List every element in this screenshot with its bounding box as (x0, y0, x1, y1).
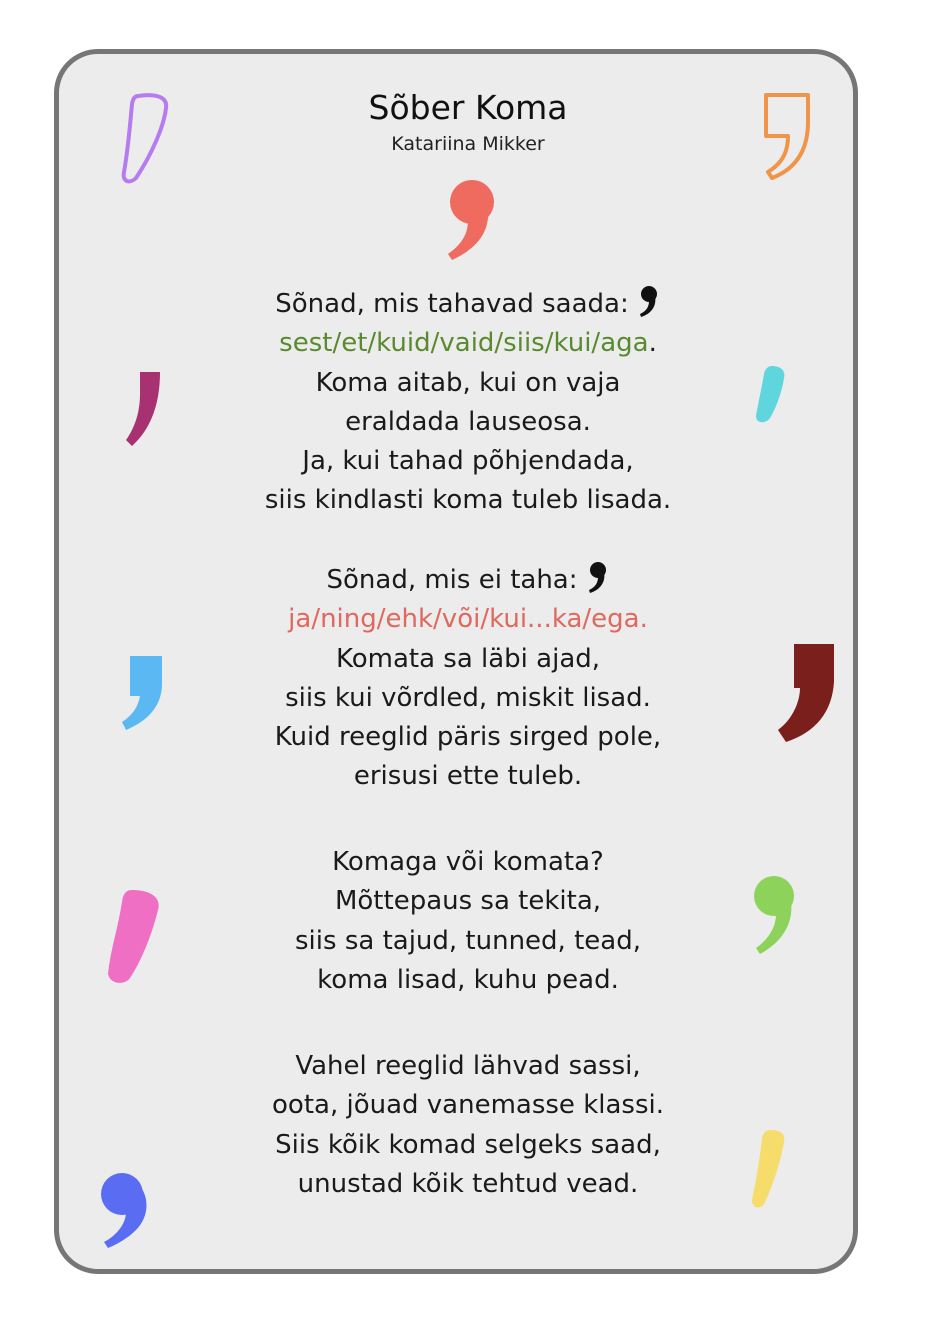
stanza-3 (0, 843, 936, 1000)
stanza-1-words-line (0, 324, 936, 363)
words-period: . (648, 328, 657, 359)
comma-words-green: sest/et/kuid/vaid/siis/kui/aga (279, 328, 649, 359)
stanza-2 (0, 560, 936, 797)
stanza-4-line-2: oota, jõuad vanemasse klassi. (272, 1090, 664, 1121)
stanza-1 (0, 284, 936, 521)
stanza-3-line-1: Komaga või komata? (332, 847, 604, 877)
stanza-1-line-2: eraldada lauseosa. (345, 406, 591, 437)
stanza-2-line-3: Kuid reeglid päris sirged pole, (274, 722, 662, 753)
stanza-4 (0, 1047, 936, 1204)
poem-title: Sõber Koma (368, 88, 568, 127)
no-comma-words-red: ja/ning/ehk/või/kui...ka/ega. (288, 604, 648, 635)
red-main-comma-icon (444, 178, 496, 264)
stanza-4-line-4: unustad kõik tehtud vead. (297, 1168, 639, 1199)
stanza-1-line-4: siis kindlasti koma tuleb lisada. (264, 485, 672, 516)
black-comma-icon (586, 560, 610, 594)
stanza-3-line-3: siis sa tajud, tunned, tead, (295, 925, 641, 956)
stanza-1-intro-line (0, 284, 936, 324)
stanza-2-line-2: siis kui võrdled, miskit lisad. (285, 682, 651, 713)
stanza-3-line-2: Mõttepaus sa tekita, (334, 886, 602, 917)
poem-author: Katariina Mikker (391, 133, 545, 155)
black-comma-icon (637, 284, 661, 318)
stanza-2-intro: Sõnad, mis ei taha: (326, 565, 578, 595)
stanza-1-line-3: Ja, kui tahad põhjendada, (302, 446, 634, 477)
stanza-4-line-1: Vahel reeglid lähvad sassi, (295, 1051, 641, 1081)
stanza-1-line-1: Koma aitab, kui on vaja (315, 367, 621, 398)
stanza-2-line-4: erisusi ette tuleb. (353, 761, 583, 792)
stanza-3-line-4: koma lisad, kuhu pead. (317, 964, 619, 995)
stanza-1-intro: Sõnad, mis tahavad saada: (275, 289, 629, 319)
stanza-2-line-1: Komata sa läbi ajad, (335, 643, 601, 674)
stanza-2-intro-line (0, 560, 936, 600)
stanza-4-line-3: Siis kõik komad selgeks saad, (275, 1129, 661, 1160)
